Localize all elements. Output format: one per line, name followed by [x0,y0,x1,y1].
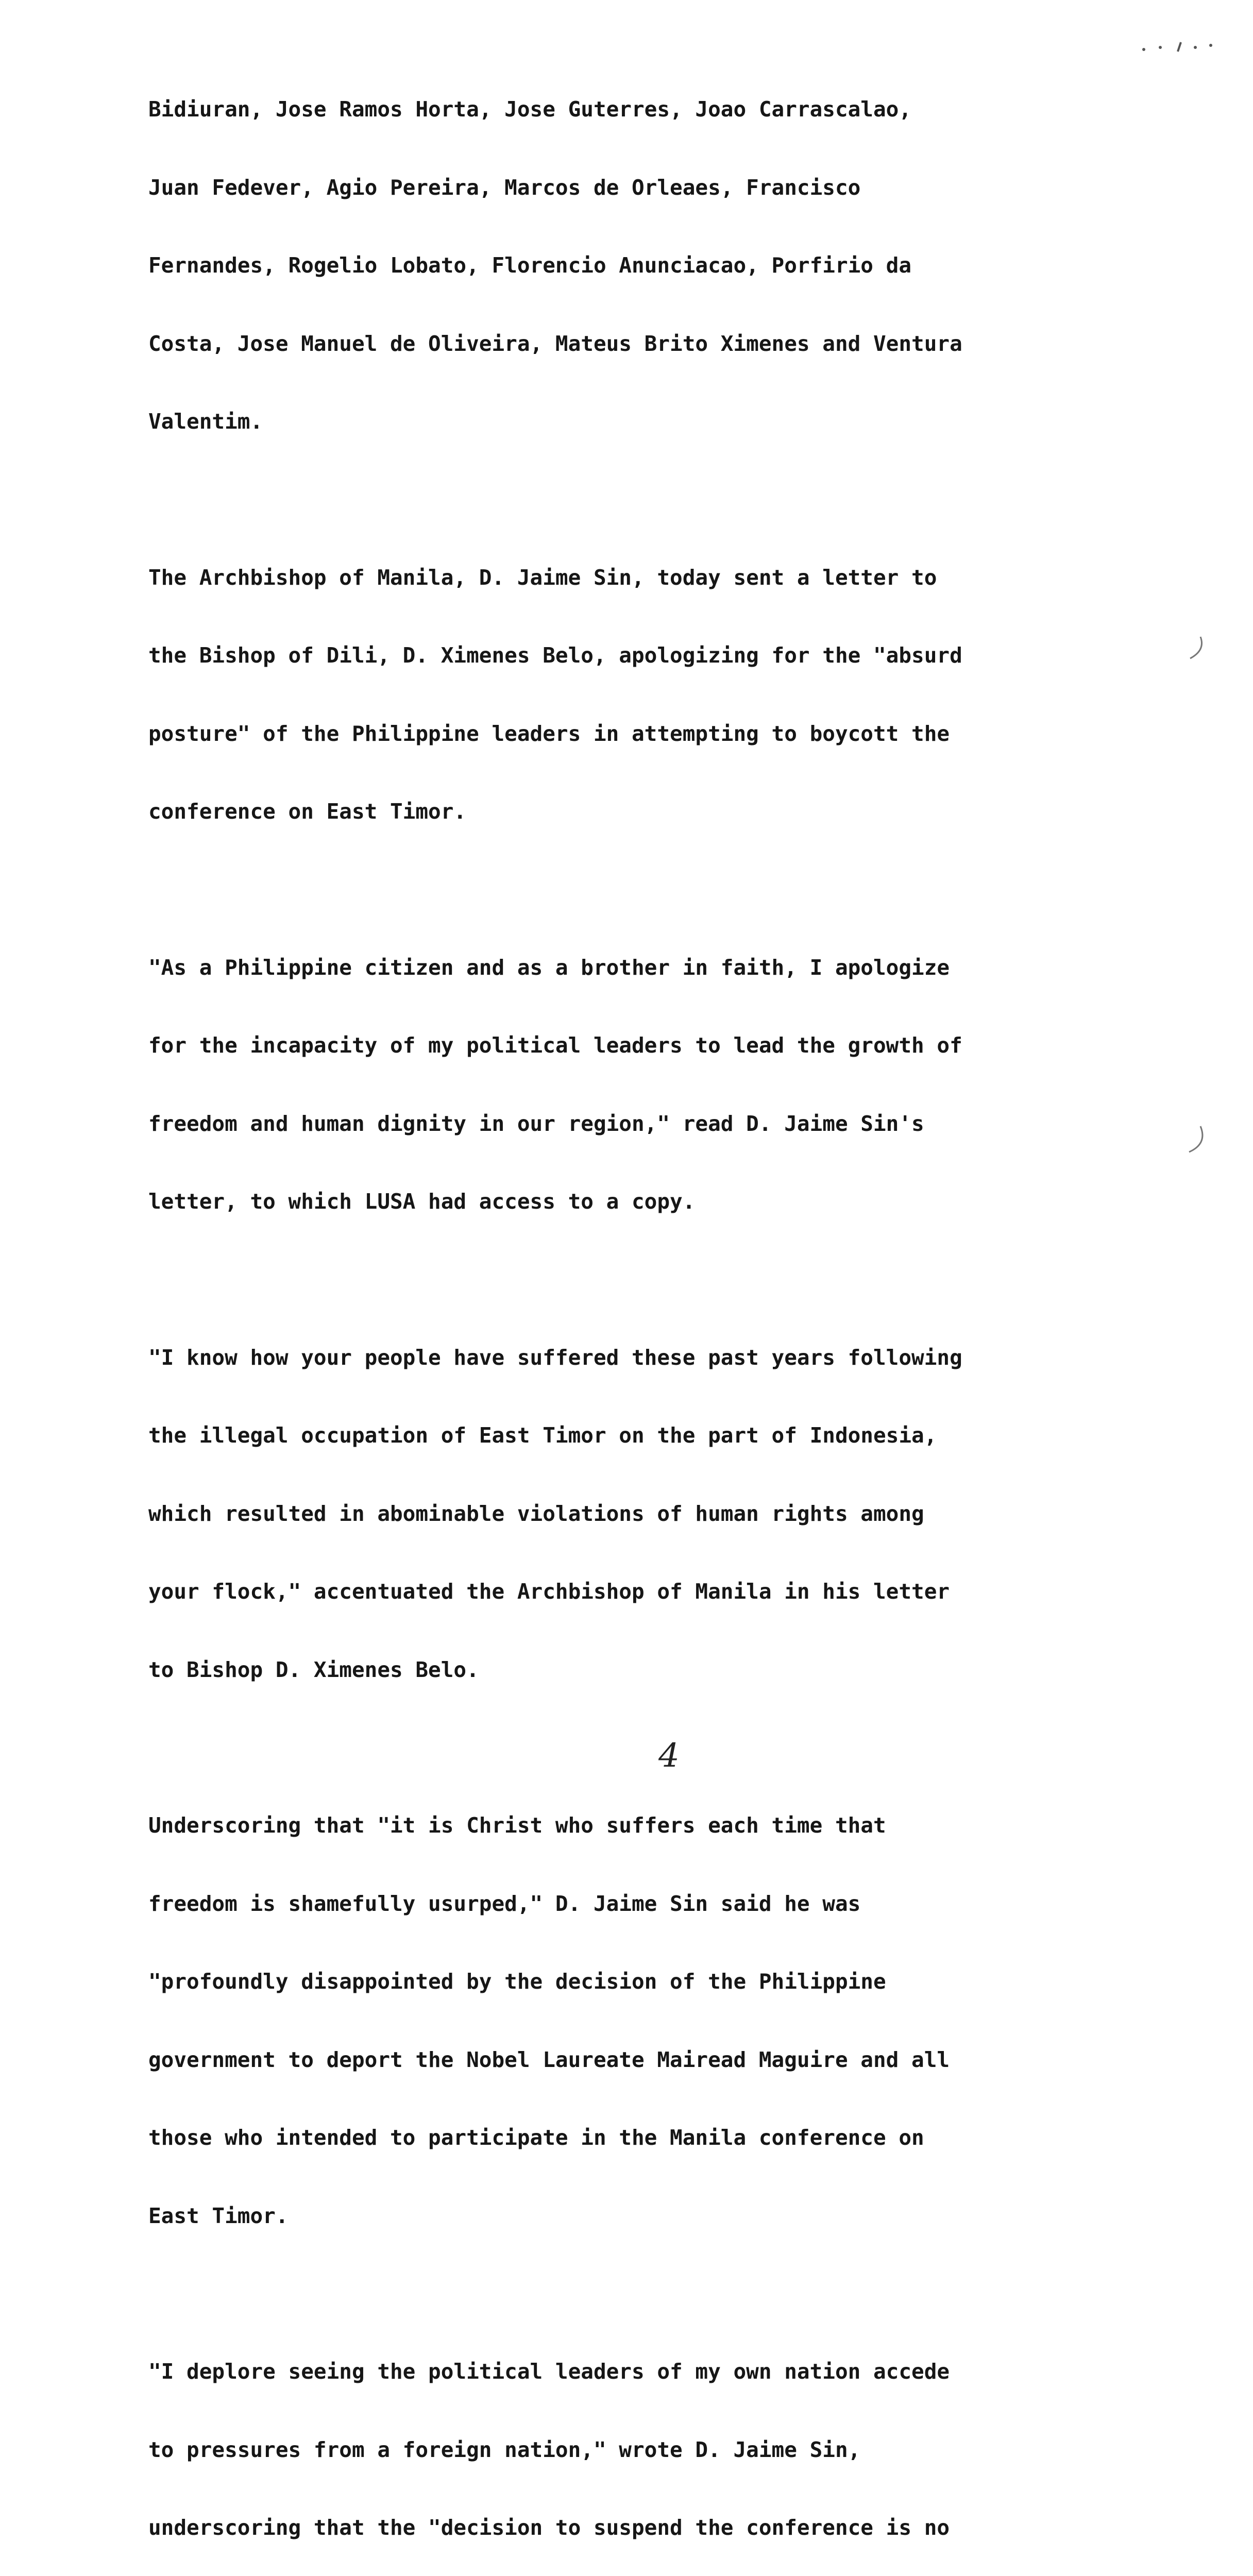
scan-speck-marks-icon [1133,36,1226,57]
paragraph-4 [148,1293,1230,1735]
text-line: East Timor. [148,2203,289,2228]
margin-curve-mark-icon [1185,634,1211,665]
text-line: freedom is shamefully usurped," D. Jaime Sin said he was [148,1891,861,1916]
text-line: the illegal occupation of East Timor on the part of Indonesia, [148,1423,937,1448]
text-line: to pressures from a foreign nation," wrote D. Jaime Sin, [148,2437,861,2462]
text-line: letter, to which LUSA had access to a copy. [148,1189,696,1214]
text-line: underscoring that the "decision to suspend the conference is no [148,2515,950,2540]
text-line: your flock," accentuated the Archbishop of Manila in his letter [148,1579,950,1604]
text-line: the Bishop of Dili, D. Ximenes Belo, apologizing for the "absurd [148,643,962,668]
text-line: "I deplore seeing the political leaders of my own nation accede [148,2359,950,2384]
text-line: Juan Fedever, Agio Pereira, Marcos de Orleaes, Francisco [148,175,861,200]
paragraph-3 [148,903,1230,1267]
text-line: The Archbishop of Manila, D. Jaime Sin, today sent a letter to [148,565,937,590]
paragraph-1 [148,44,1230,487]
text-line: "profoundly disappointed by the decision of the Philippine [148,1969,886,1994]
text-line: freedom and human dignity in our region," read D. Jaime Sin's [148,1111,924,1136]
text-line: those who intended to participate in the Manila conference on [148,2125,924,2150]
text-line: conference on East Timor. [148,799,467,824]
text-line: Fernandes, Rogelio Lobato, Florencio Anunciacao, Porfirio da [148,253,912,278]
text-line: Valentim. [148,409,263,434]
text-line: "As a Philippine citizen and as a brother in faith, I apologize [148,955,950,980]
text-line: Bidiuran, Jose Ramos Horta, Jose Guterres, Joao Carrascalao, [148,97,912,122]
text-line: Underscoring that "it is Christ who suffers each time that [148,1813,886,1838]
text-line: posture" of the Philippine leaders in attempting to boycott the [148,721,950,746]
document-body [148,44,1230,2576]
page-number: 4 [658,1737,680,1775]
margin-curve-mark-icon [1185,1123,1211,1159]
paragraph-6 [148,2307,1230,2576]
text-line: to Bishop D. Ximenes Belo. [148,1657,479,1682]
text-line: which resulted in abominable violations of human rights among [148,1501,924,1526]
paragraph-2 [148,513,1230,877]
text-line: Costa, Jose Manuel de Oliveira, Mateus Brito Ximenes and Ventura [148,331,962,356]
paragraph-5 [148,1760,1230,2281]
text-line: for the incapacity of my political leaders to lead the growth of [148,1033,962,1058]
text-line: "I know how your people have suffered these past years following [148,1345,962,1370]
text-line: government to deport the Nobel Laureate Mairead Maguire and all [148,2047,950,2072]
